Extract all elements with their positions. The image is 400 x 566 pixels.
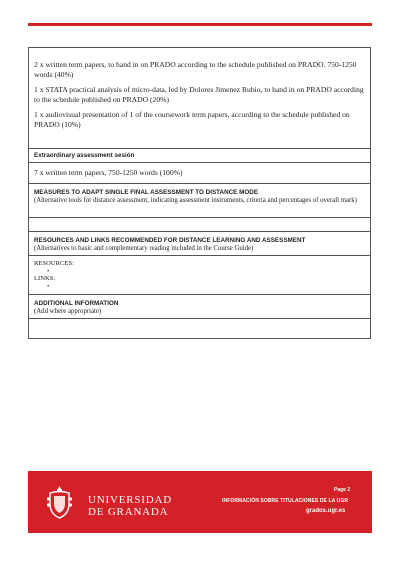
distance-assessment-header-cell	[29, 184, 370, 218]
links-label: LINKS:	[34, 275, 56, 282]
distance-assessment-title: MEASURES TO ADAPT SINGLE FINAL ASSESSMENT TO DISTANCE MODE	[34, 189, 259, 196]
additional-info-title: ADDITIONAL INFORMATION	[34, 300, 119, 307]
additional-info-body-cell	[29, 319, 370, 338]
assessment-item: 2 x written term papers, to hand in on PRADO according to the schedule published on PRADO. 750-1250 words (40%)	[34, 60, 357, 79]
resources-label: RESOURCES:	[34, 260, 74, 267]
extraordinary-title: Extraordinary assessment sesión	[34, 152, 135, 159]
extraordinary-body-cell	[29, 163, 370, 184]
assessment-table	[28, 47, 371, 339]
resources-header-cell	[29, 232, 370, 256]
additional-info-header-cell	[29, 295, 370, 319]
resources-title: RESOURCES AND LINKS RECOMMENDED FOR DISTANCE LEARNING AND ASSESSMENT	[34, 237, 306, 244]
resources-bullet: •	[47, 268, 50, 275]
resources-subtitle: (Alternatives to basic and complementary reading included in the Course Guide)	[34, 245, 254, 252]
university-name-line1: UNIVERSIDAD	[88, 494, 172, 506]
distance-assessment-body-cell	[29, 218, 370, 232]
additional-info-subtitle: (Add where appropriate)	[34, 308, 102, 315]
assessment-item: 1 x audiovisual presentation of 1 of the coursework term papers, according to the schedule published on PRADO (10%)	[34, 110, 350, 129]
page-number: Page 2	[334, 487, 351, 493]
university-name-line2: DE GRANADA	[88, 506, 169, 518]
university-crest-icon	[46, 485, 73, 519]
extraordinary-text: 7 x written term papers, 750-1250 words (100%)	[34, 168, 183, 177]
extraordinary-header-cell	[29, 149, 370, 163]
resources-body-cell	[29, 256, 370, 295]
page-footer	[28, 471, 372, 533]
links-bullet: •	[47, 283, 50, 290]
degrees-info-label: INFORMACIÓN SOBRE TITULACIONES DE LA UGR	[222, 498, 349, 504]
header-rule	[28, 23, 372, 26]
distance-assessment-subtitle: (Alternative tools for distance assessment, indicating assessment instruments, criteria and percentages of overall mark)	[34, 197, 357, 204]
degrees-site-link[interactable]: grados.ugr.es	[306, 508, 346, 514]
assessment-item: 1 x STATA practical analysis of micro-data, led by Dolores Jimenez Rubio, to hand in on PRADO according to the schedule published on PRADO (20%)	[34, 85, 364, 104]
ordinary-assessment-cell	[29, 48, 370, 149]
